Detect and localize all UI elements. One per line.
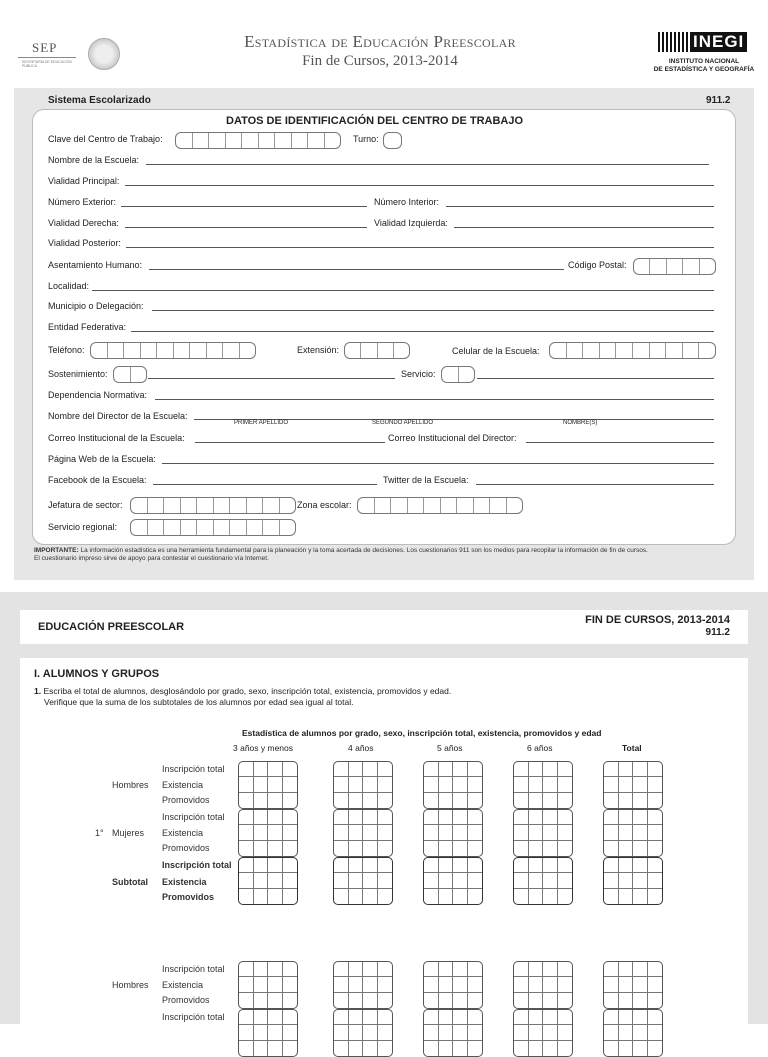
age-count-grid[interactable] — [603, 1009, 663, 1057]
age-count-grid[interactable] — [603, 961, 663, 1009]
sep-logo-sub: SECRETARÍA DE EDUCACIÓN PÚBLICA — [22, 60, 72, 68]
row-promovidos: Promovidos — [162, 795, 210, 805]
row-promovidos: Promovidos — [162, 892, 215, 902]
celular-input[interactable] — [549, 342, 716, 359]
age-count-grid[interactable] — [513, 961, 573, 1009]
grado-1-label: 1° — [95, 828, 104, 838]
servicio-regional-input[interactable] — [130, 519, 296, 536]
telefono-input[interactable] — [90, 342, 256, 359]
age-count-grid[interactable] — [513, 761, 573, 809]
servicio-field[interactable] — [477, 378, 714, 379]
sostenimiento-input[interactable] — [113, 366, 147, 383]
localidad-label: Localidad: — [48, 281, 90, 291]
vialidad-principal-field[interactable] — [125, 185, 714, 186]
col-4-anos: 4 años — [348, 743, 374, 753]
national-seal-icon — [88, 38, 120, 70]
clave-input[interactable] — [175, 132, 341, 149]
vialidad-posterior-label: Vialidad Posterior: — [48, 238, 121, 248]
row-inscripcion: Inscripción total — [162, 764, 225, 774]
facebook-field[interactable] — [153, 484, 377, 485]
pagina-web-label: Página Web de la Escuela: — [48, 454, 156, 464]
vialidad-derecha-field[interactable] — [125, 227, 367, 228]
nombre-escuela-label: Nombre de la Escuela: — [48, 155, 140, 165]
celular-label: Celular de la Escuela: — [452, 346, 540, 356]
correo-director-field[interactable] — [526, 442, 714, 443]
vialidad-izquierda-field[interactable] — [454, 227, 714, 228]
vialidad-izquierda-label: Vialidad Izquierda: — [374, 218, 448, 228]
row-promovidos: Promovidos — [162, 995, 210, 1005]
turno-label: Turno: — [353, 134, 379, 144]
extension-label: Extensión: — [297, 345, 340, 355]
row-promovidos: Promovidos — [162, 843, 210, 853]
dependencia-label: Dependencia Normativa: — [48, 390, 148, 400]
section-alumnos-title: I. ALUMNOS Y GRUPOS — [34, 668, 160, 680]
page-subtitle: Fin de Cursos, 2013-2014 — [302, 53, 458, 69]
age-count-grid[interactable] — [603, 809, 663, 857]
col-5-anos: 5 años — [437, 743, 463, 753]
importante-note — [34, 547, 740, 563]
age-count-grid[interactable] — [238, 761, 298, 809]
age-count-grid[interactable] — [238, 857, 298, 905]
vialidad-derecha-label: Vialidad Derecha: — [48, 218, 119, 228]
hombres-label: Hombres — [112, 980, 149, 990]
page2-left-title: EDUCACIÓN PREESCOLAR — [38, 621, 185, 633]
correo-escuela-field[interactable] — [195, 442, 385, 443]
sostenimiento-label: Sostenimiento: — [48, 369, 108, 379]
subtotal-label: Subtotal — [112, 877, 148, 887]
correo-escuela-label: Correo Institucional de la Escuela: — [48, 433, 185, 443]
sistema-label: Sistema Escolarizado — [48, 95, 151, 106]
section-title: DATOS DE IDENTIFICACIÓN DEL CENTRO DE TRABAJO — [226, 115, 524, 127]
inegi-line2: DE ESTADÍSTICA Y GEOGRAFÍA — [653, 66, 755, 73]
age-count-grid[interactable] — [333, 761, 393, 809]
numero-exterior-label: Número Exterior: — [48, 197, 117, 207]
sostenimiento-field[interactable] — [148, 378, 395, 379]
instruction-text: Escriba el total de alumnos, desglosándolo por grado, sexo, inscripción total, existencia, promovidos y edad. — [41, 686, 452, 696]
sep-rule — [18, 57, 76, 58]
hombres-label: Hombres — [112, 780, 149, 790]
page-title: Estadística de Educación Preescolar — [244, 32, 516, 51]
sep-logo-text: SEP — [32, 40, 58, 55]
page2-right-title: FIN DE CURSOS, 2013-2014 — [585, 614, 730, 626]
numero-interior-label: Número Interior: — [374, 197, 440, 207]
form-code: 911.2 — [706, 95, 731, 106]
page2-right-code: 911.2 — [705, 627, 730, 638]
jefatura-label: Jefatura de sector: — [48, 500, 123, 510]
dependencia-field[interactable] — [155, 399, 714, 400]
row-existencia: Existencia — [162, 877, 207, 887]
inegi-bars-icon — [658, 32, 690, 52]
age-count-grid[interactable] — [513, 1009, 573, 1057]
col-6-anos: 6 años — [527, 743, 553, 753]
twitter-field[interactable] — [476, 484, 714, 485]
age-count-grid[interactable] — [333, 857, 393, 905]
servicio-regional-label: Servicio regional: — [48, 522, 118, 532]
mujeres-label: Mujeres — [112, 828, 145, 838]
entidad-label: Entidad Federativa: — [48, 322, 127, 332]
entidad-field[interactable] — [131, 331, 714, 332]
facebook-label: Facebook de la Escuela: — [48, 475, 147, 485]
age-count-grid[interactable] — [423, 961, 483, 1009]
zona-input[interactable] — [357, 497, 523, 514]
servicio-input[interactable] — [441, 366, 475, 383]
age-count-grid[interactable] — [423, 1009, 483, 1057]
primer-apellido-caption: PRIMER APELLIDO — [234, 420, 289, 426]
asentamiento-field[interactable] — [149, 269, 564, 270]
age-count-grid[interactable] — [513, 857, 573, 905]
row-inscripcion: Inscripción total — [162, 964, 225, 974]
nombres-caption: NOMBRE(S) — [563, 420, 598, 426]
codigo-postal-label: Código Postal: — [568, 260, 627, 270]
vialidad-posterior-field[interactable] — [126, 247, 714, 248]
turno-input[interactable] — [383, 132, 402, 149]
table-title: Estadística de alumnos por grado, sexo, inscripción total, existencia, promovidos y edad — [242, 728, 602, 738]
director-label: Nombre del Director de la Escuela: — [48, 411, 188, 421]
municipio-label: Municipio o Delegación: — [48, 301, 144, 311]
inegi-logo — [650, 32, 758, 76]
age-count-grid[interactable] — [513, 809, 573, 857]
age-count-grid[interactable] — [238, 809, 298, 857]
segundo-apellido-caption: SEGUNDO APELLIDO — [372, 420, 434, 426]
codigo-postal-input[interactable] — [633, 258, 716, 275]
importante-label: IMPORTANTE: — [34, 547, 79, 554]
age-count-grid[interactable] — [238, 1009, 298, 1057]
asentamiento-label: Asentamiento Humano: — [48, 260, 143, 270]
inegi-line1: INSTITUTO NACIONAL — [668, 58, 740, 65]
age-count-grid[interactable] — [603, 761, 663, 809]
extension-input[interactable] — [344, 342, 410, 359]
age-count-grid[interactable] — [333, 809, 393, 857]
age-count-grid[interactable] — [423, 857, 483, 905]
age-count-grid[interactable] — [333, 961, 393, 1009]
sep-logo — [14, 38, 124, 72]
age-count-grid[interactable] — [423, 809, 483, 857]
age-count-grid[interactable] — [238, 961, 298, 1009]
row-inscripcion: Inscripción total — [162, 1012, 225, 1022]
numero-interior-field[interactable] — [446, 206, 714, 207]
telefono-label: Teléfono: — [48, 345, 85, 355]
municipio-field[interactable] — [152, 310, 714, 311]
clave-label: Clave del Centro de Trabajo: — [48, 134, 163, 144]
zona-label: Zona escolar: — [297, 500, 352, 510]
instruction-2: Verifique que la suma de los subtotales de los alumnos por edad sea igual al total. — [44, 697, 354, 707]
importante-text2: El cuestionario impreso sirve de apoyo para contestar el cuestionario vía Internet. — [34, 555, 269, 562]
age-count-grid[interactable] — [333, 1009, 393, 1057]
importante-text: La información estadística es una herramienta fundamental para la planeación y la toma acertada de decisiones. Los cuestionarios 911 son los medios para recopilar la información de fin de cursos. — [78, 547, 648, 554]
col-total: Total — [622, 743, 642, 753]
row-existencia: Existencia — [162, 828, 204, 838]
localidad-field[interactable] — [92, 290, 714, 291]
age-count-grid[interactable] — [603, 857, 663, 905]
pagina-web-field[interactable] — [162, 463, 714, 464]
row-existencia: Existencia — [162, 980, 204, 990]
twitter-label: Twitter de la Escuela: — [383, 475, 469, 485]
instruction-1 — [34, 686, 451, 696]
age-count-grid[interactable] — [423, 761, 483, 809]
page2-header — [20, 610, 748, 644]
instruction-num: 1. — [34, 686, 42, 696]
correo-director-label: Correo Institucional del Director: — [388, 433, 517, 443]
numero-exterior-field[interactable] — [121, 206, 367, 207]
nombre-escuela-field[interactable] — [146, 164, 709, 165]
vialidad-principal-label: Vialidad Principal: — [48, 176, 120, 186]
servicio-label: Servicio: — [401, 369, 436, 379]
row-existencia: Existencia — [162, 780, 204, 790]
col-3-anos: 3 años y menos — [233, 743, 294, 753]
row-inscripcion: Inscripción total — [162, 812, 225, 822]
jefatura-input[interactable] — [130, 497, 296, 514]
inegi-logo-text: INEGI — [690, 32, 747, 52]
row-inscripcion: Inscripción total — [162, 860, 232, 870]
